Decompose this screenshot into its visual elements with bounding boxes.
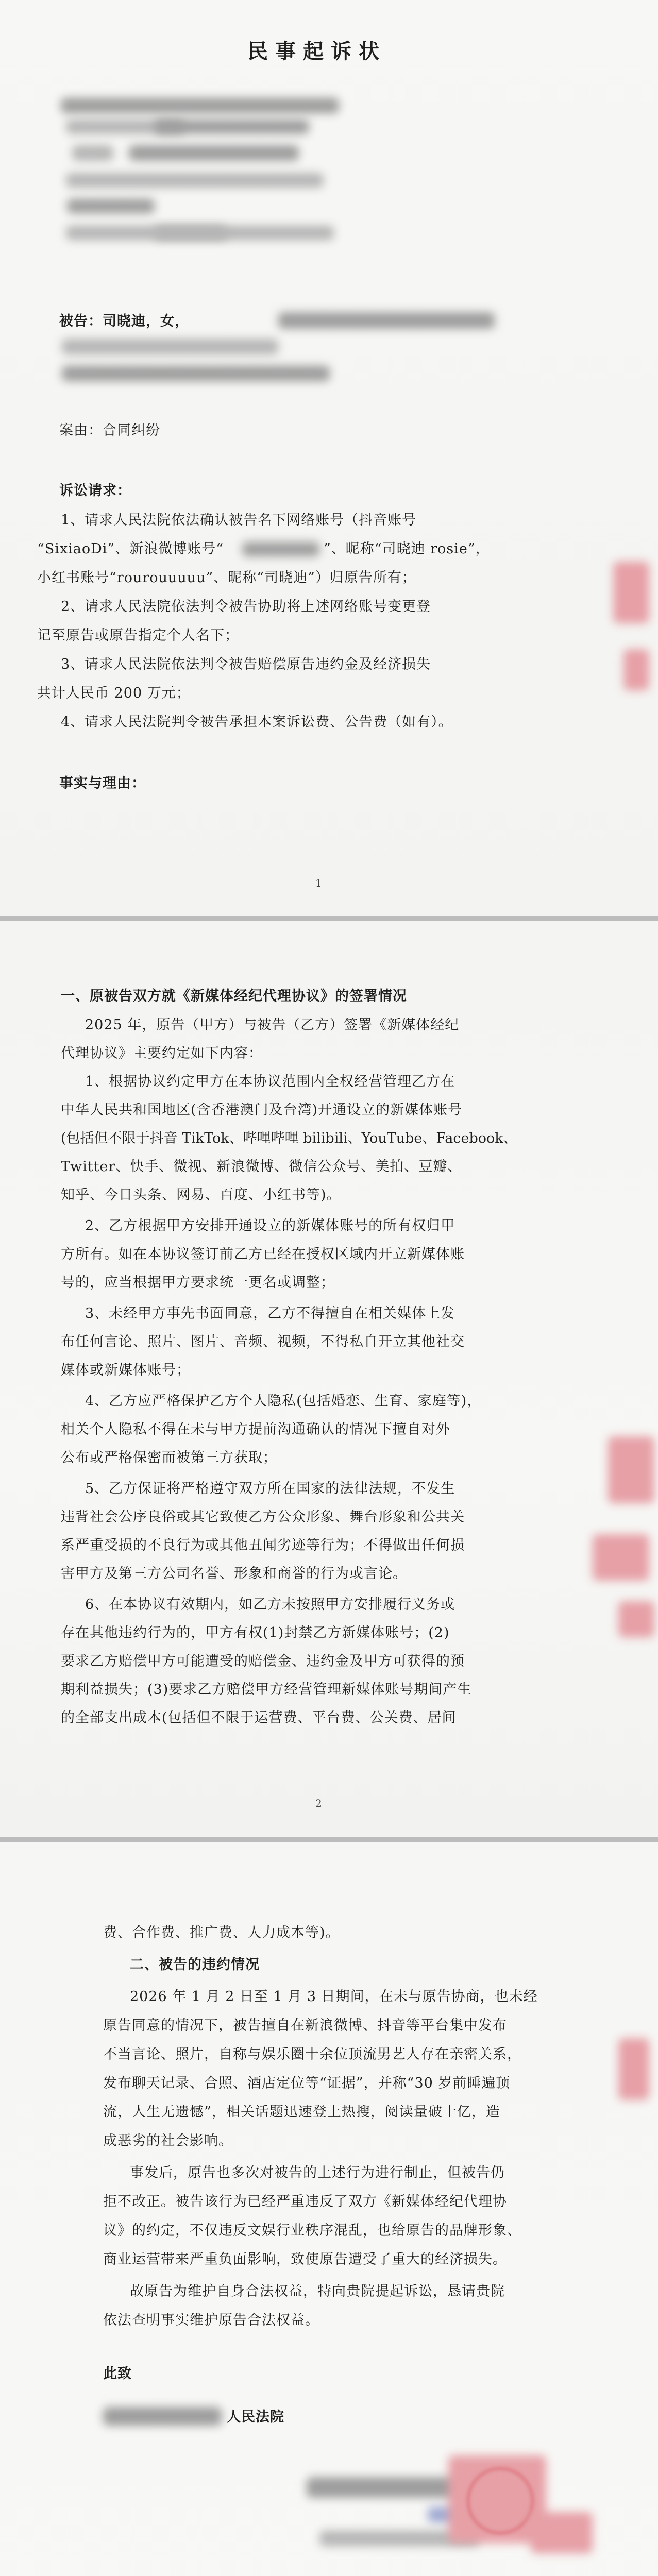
body-line: 6、在本协议有效期内，如乙方未按照甲方安排履行义务或 [85, 1597, 455, 1613]
body-line: 商业运营带来严重负面影响，致使原告遭受了重大的经济损失。 [103, 2251, 507, 2267]
redacted-line [62, 339, 278, 354]
body-line: 不当言论、照片，自称与娱乐圈十余位顶流男艺人存在亲密关系， [103, 2046, 521, 2062]
body-line: 事发后，原告也多次对被告的上述行为进行制止，但被告仍 [130, 2165, 505, 2181]
body-line: 流，人生无遗憾”，相关话题迅速登上热搜，阅读量破十亿，造 [103, 2104, 500, 2120]
redacted-line [155, 226, 227, 240]
body-line: 期利益损失；(3)要求乙方赔偿甲方经营管理新媒体账号期间产生 [61, 1682, 472, 1698]
document-title: 民事起诉状 [247, 39, 386, 63]
body-line: 拒不改正。被告该行为已经严重违反了双方《新媒体经纪代理协 [103, 2194, 507, 2210]
body-line: (包括但不限于抖音 TikTok、哔哩哔哩 bilibili、YouTube、Facebook、 [61, 1130, 517, 1146]
body-line: 1、根据协议约定甲方在本协议范围内全权经营管理乙方在 [85, 1074, 455, 1090]
body-line: 代理协议》主要约定如下内容： [61, 1045, 263, 1061]
body-line: 议》的约定，不仅违反文娱行业秩序混乱，也给原告的品牌形象、 [103, 2223, 521, 2239]
body-line: 2025 年，原告（甲方）与被告（乙方）签署《新媒体经纪 [85, 1017, 460, 1033]
redacted-line [67, 199, 155, 213]
body-line: 中华人民共和国地区(含香港澳门及台湾)开通设立的新媒体账号 [61, 1102, 463, 1118]
claim-line: 共计人民币 200 万元； [37, 685, 191, 701]
body-line: 号的，应当根据甲方要求统一更名或调整； [61, 1275, 335, 1291]
page-2 [0, 921, 658, 1837]
body-line: 系严重受损的不良行为或其他丑闻劣迹等行为；不得做出任何损 [61, 1537, 465, 1553]
claim-line: 4、请求人民法院判令被告承担本案诉讼费、公告费（如有）。 [61, 714, 453, 730]
redacted-line [155, 120, 309, 134]
body-line: 方所有。如在本协议签订前乙方已经在授权区域内开立新媒体账 [61, 1246, 465, 1262]
page-number: 2 [315, 1797, 323, 1809]
body-line: 费、合作费、推广费、人力成本等)。 [103, 1925, 340, 1941]
redacted-line [61, 98, 339, 113]
body-line: 5、乙方保证将严格遵守双方所在国家的法律法规，不发生 [85, 1481, 455, 1497]
cause-of-action: 案由：合同纠纷 [59, 422, 160, 438]
body-line: 布任何言论、照片、图片、音频、视频，不得私自开立其他社交 [61, 1334, 465, 1350]
page-number: 1 [315, 877, 323, 889]
claims-heading: 诉讼请求： [59, 483, 131, 499]
redacted-line [66, 173, 324, 188]
redacted-line [72, 145, 113, 161]
body-line: Twitter、快手、微视、新浪微博、微信公众号、美拍、豆瓣、 [61, 1159, 462, 1175]
section-heading: 二、被告的违约情况 [130, 1957, 260, 1973]
seam-seal [618, 2038, 649, 2100]
body-line: 害甲方及第三方公司名誉、形象和商誉的行为或言论。 [61, 1566, 407, 1582]
redacted-handle [242, 542, 319, 556]
claim-line: 1、请求人民法院依法确认被告名下网络账号（抖音账号 [61, 512, 417, 528]
body-line: 相关个人隐私不得在未与甲方提前沟通确认的情况下擅自对外 [61, 1421, 450, 1437]
court-name: 人民法院 [227, 2409, 284, 2425]
defendant-line: 被告：司晓迪，女， [59, 313, 189, 329]
body-line: 要求乙方赔偿甲方可能遭受的赔偿金、违约金及甲方可获得的预 [61, 1653, 465, 1669]
seam-seal [608, 1436, 654, 1503]
claim-line: 小红书账号“rourouuuuu”、昵称“司晓迪”）归原告所有； [37, 570, 416, 586]
body-line: 媒体或新媒体账号； [61, 1362, 191, 1378]
claim-line: 3、请求人民法院依法判令被告赔偿原告违约金及经济损失 [61, 656, 431, 672]
body-line: 存在其他违约行为的，甲方有权(1)封禁乙方新媒体账号；(2) [61, 1625, 450, 1641]
claim-line: ”、昵称“司晓迪 rosie”， [324, 541, 490, 557]
body-line: 成恶劣的社会影响。 [103, 2133, 233, 2149]
page-3 [0, 1842, 658, 2576]
seal-fragment [613, 562, 649, 623]
section-heading: 一、原被告双方就《新媒体经纪代理协议》的签署情况 [61, 988, 407, 1004]
seam-seal [618, 1601, 654, 1637]
body-line: 原告同意的情况下，被告擅自在新浪微博、抖音等平台集中发布 [103, 2018, 507, 2033]
closing-salutation: 此致 [103, 2366, 132, 2382]
facts-heading: 事实与理由： [59, 775, 146, 791]
body-line: 故原告为维护自身合法权益，特向贵院提起诉讼，恳请贵院 [130, 2283, 505, 2299]
redacted-line [129, 145, 299, 161]
page-1 [0, 0, 658, 916]
body-line: 的全部支出成本(包括但不限于运营费、平台费、公关费、居间 [61, 1710, 457, 1726]
redacted-court-name [103, 2407, 222, 2426]
body-line: 公布或严格保密而被第三方获取； [61, 1450, 277, 1466]
official-seal [531, 2512, 593, 2553]
body-line: 依法查明事实维护原告合法权益。 [103, 2312, 319, 2328]
redacted-line [62, 366, 330, 381]
body-line: 发布聊天记录、合照、酒店定位等“证据”，并称“30 岁前睡遍顶 [103, 2075, 511, 2091]
body-line: 2、乙方根据甲方安排开通设立的新媒体账号的所有权归甲 [85, 1218, 455, 1234]
body-line: 4、乙方应严格保护乙方个人隐私(包括婚恋、生育、家庭等)， [85, 1393, 482, 1409]
body-line: 2026 年 1 月 2 日至 1 月 3 日期间，在未与原告协商，也未经 [130, 1989, 538, 2005]
body-line: 3、未经甲方事先书面同意，乙方不得擅自在相关媒体上发 [85, 1306, 455, 1321]
claim-line: “SixiaoDi”、新浪微博账号“ [37, 541, 224, 557]
official-seal [466, 2467, 534, 2535]
seam-seal [593, 1534, 649, 1581]
seal-fragment [623, 649, 649, 690]
redacted-line [278, 312, 495, 329]
claim-line: 记至原告或原告指定个人名下； [37, 628, 239, 643]
claim-line: 2、请求人民法院依法判令被告协助将上述网络账号变更登 [61, 599, 431, 615]
body-line: 知乎、今日头条、网易、百度、小红书等)。 [61, 1187, 341, 1203]
body-line: 违背社会公序良俗或其它致使乙方公众形象、舞台形象和公共关 [61, 1509, 465, 1525]
